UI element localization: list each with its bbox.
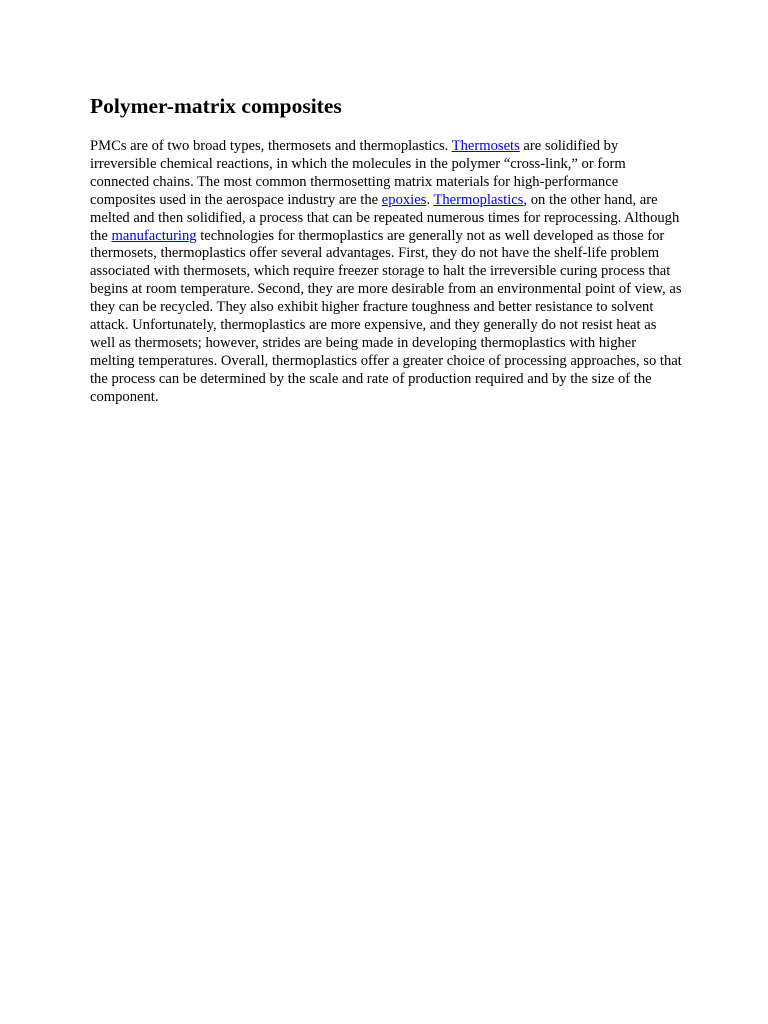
- paragraph-text-5: technologies for thermoplastics are generally not as well developed as those for thermosets, thermoplastics offer several advantages. First, they do not have the shelf-life problem associated with thermosets, which require freezer storage to halt the irreversible curing process that begins at room temperature. Second, they are more desirable from an environmental point of view, as they can be recycled. They also exhibit higher fracture toughness and better resistance to solvent attack. Unfortunately, thermoplastics are more expensive, and they generally do not resist heat as well as thermosets; however, strides are being made in developing thermoplastics with higher melting temperatures. Overall, thermoplastics offer a greater choice of processing approaches, so that the process can be determined by the scale and rate of production required and by the size of the component.: [90, 227, 682, 405]
- epoxies-link[interactable]: epoxies: [381, 191, 427, 208]
- thermosets-link[interactable]: Thermosets: [451, 138, 520, 154]
- thermoplastics-link[interactable]: Thermoplastics: [433, 191, 524, 208]
- paragraph-text-2: are solidified by irreversible chemical reactions, in which the molecules in the polymer “cross-link,” or form connected chains. The most common thermosetting matrix materials for high-performance composites used in the aerospace industry are the: [90, 138, 626, 208]
- document-page: [90, 92, 682, 407]
- paragraph-text-1: PMCs are of two broad types, thermosets and thermoplastics.: [90, 138, 452, 154]
- page-title: Polymer-matrix composites: [90, 94, 342, 118]
- manufacturing-link[interactable]: manufacturing: [111, 227, 197, 244]
- paragraph-text-3: .: [426, 191, 434, 208]
- body-paragraph: [90, 138, 682, 407]
- paragraph-text-4: , on the other hand, are melted and then solidified, a process that can be repeated numerous times for reprocessing. Although the: [90, 191, 680, 244]
